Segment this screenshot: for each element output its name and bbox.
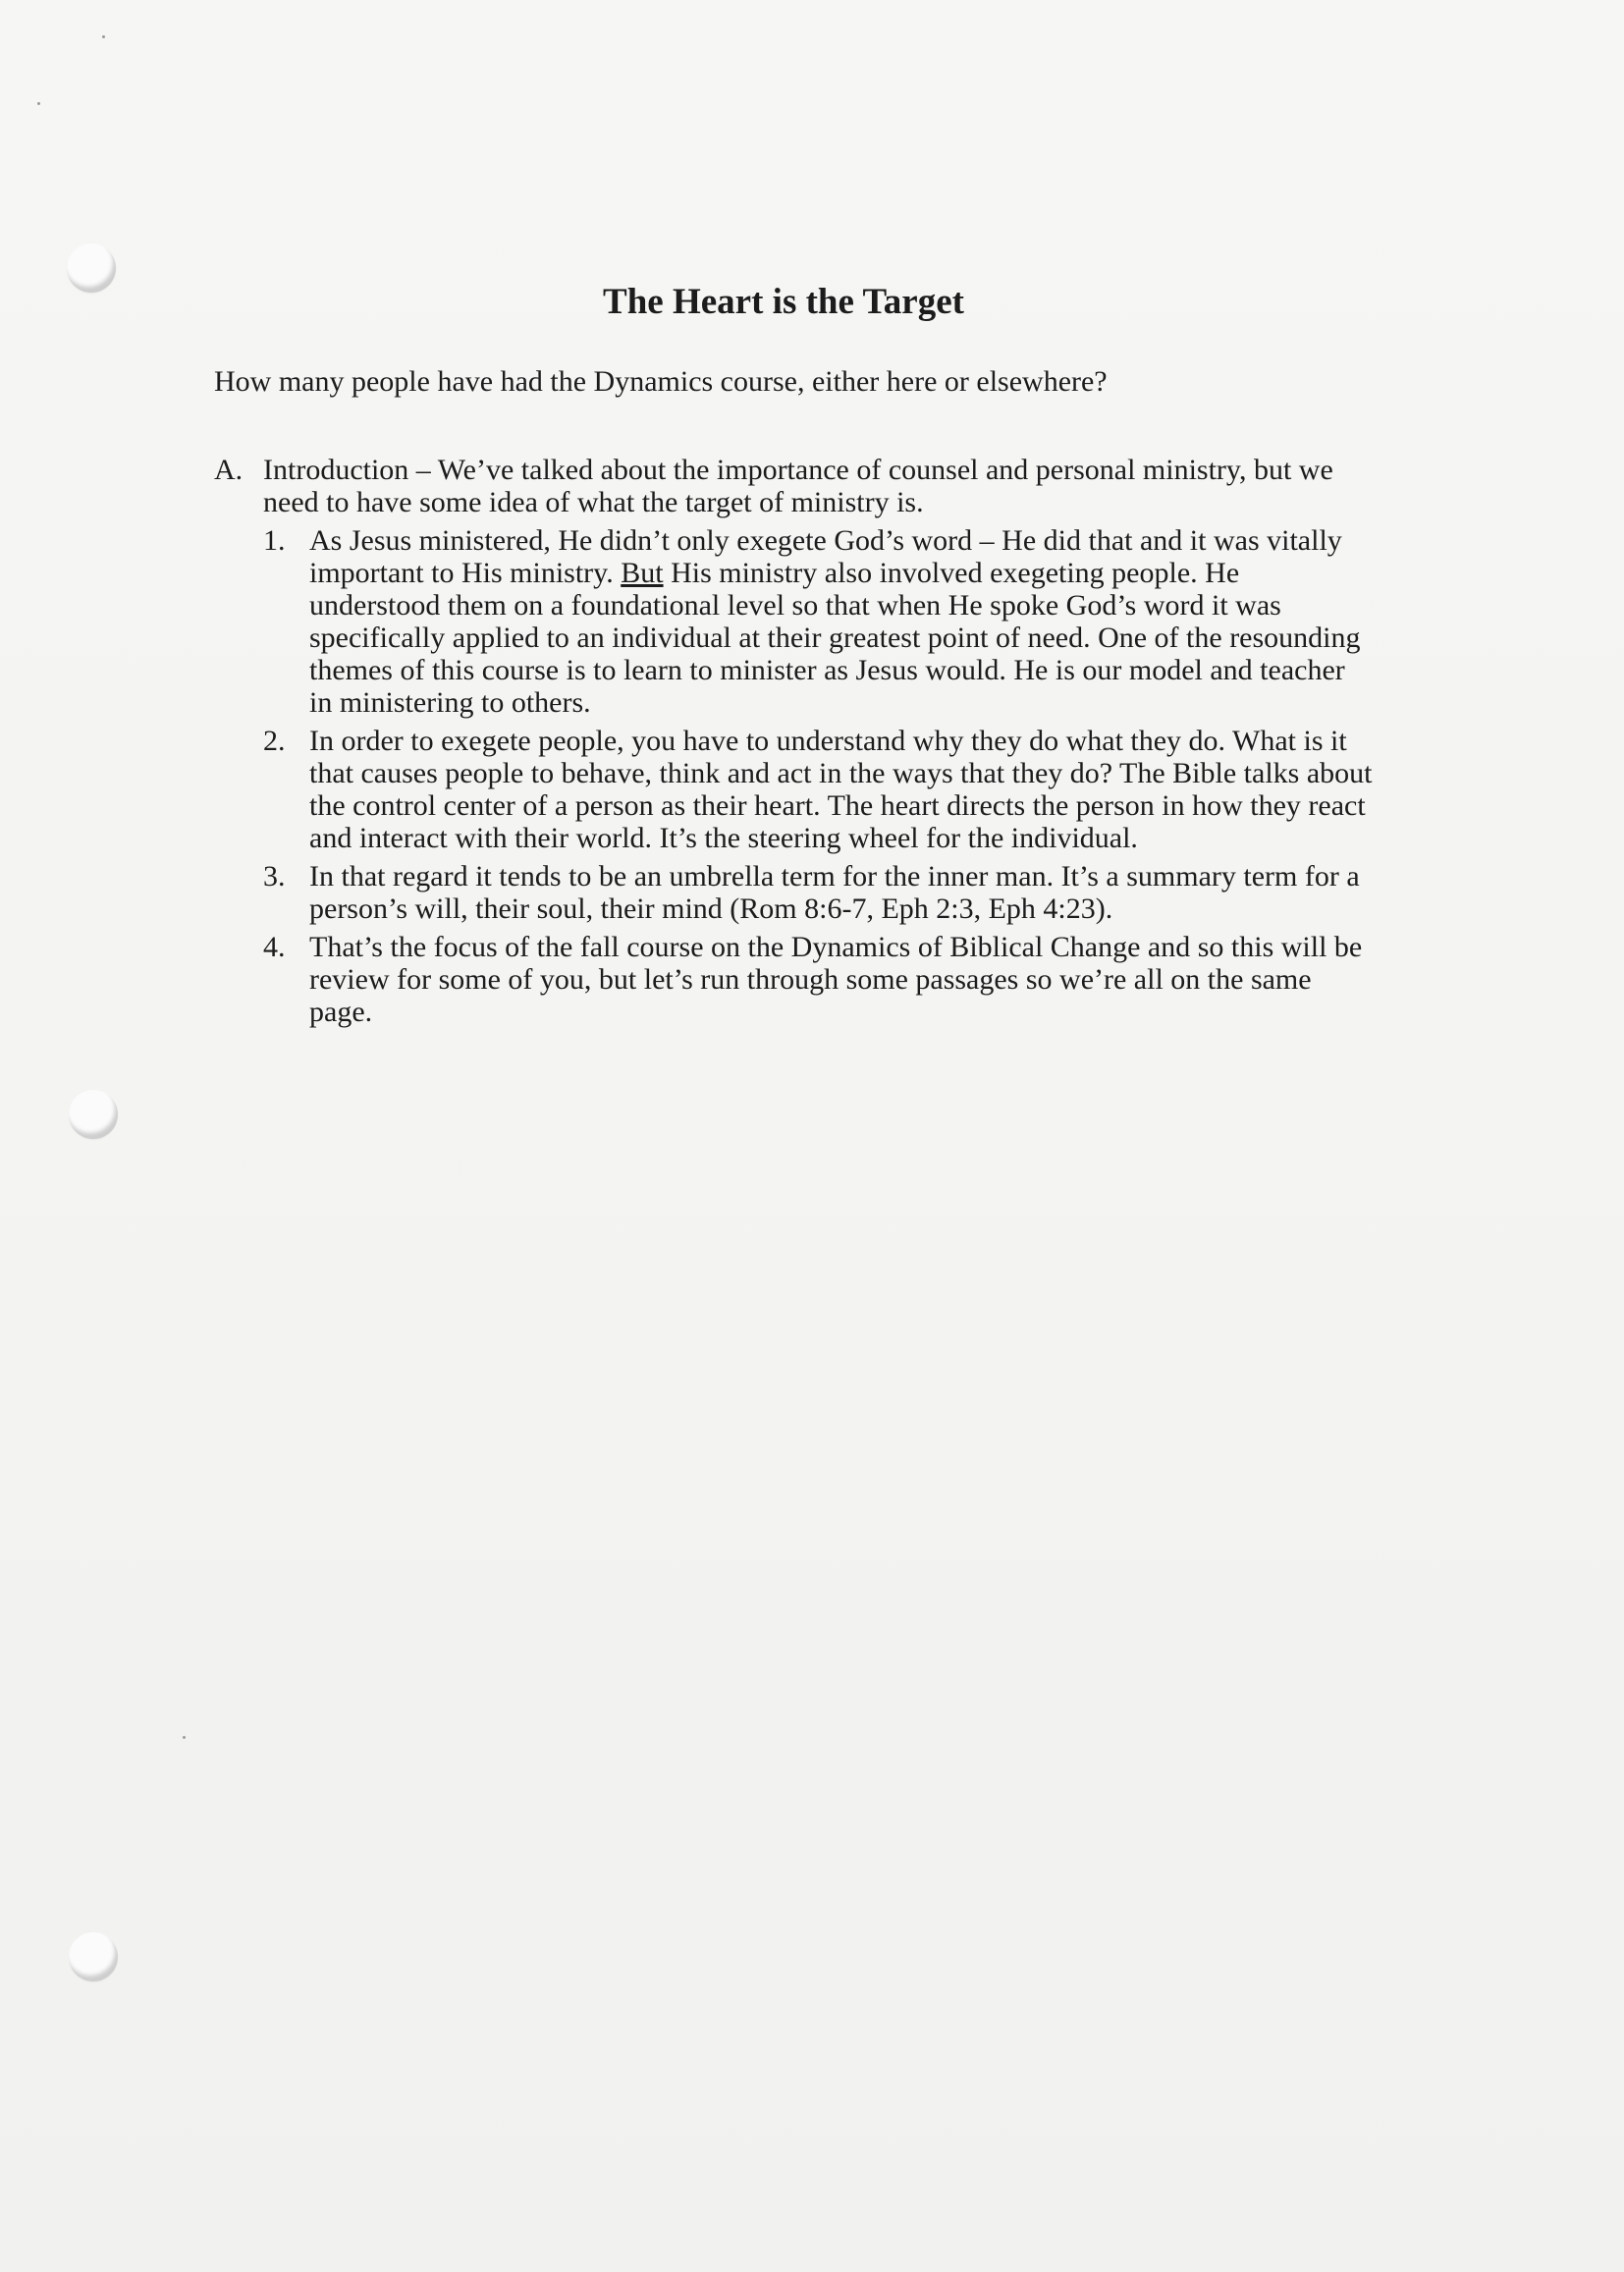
list-item-number: 4. [263, 931, 286, 963]
list-item-number: 2. [263, 725, 286, 757]
underlined-word: But [621, 557, 664, 589]
list-item-text-part: His ministry also involved exegeting people. He understood them on a foundational level so that when He spoke God’s word it was specifically applied to an individual at their greatest point of need. One of the resounding themes of this course is to learn to minister as Jesus would. He is our model and teacher in ministering to others. [309, 557, 1361, 719]
list-item [263, 524, 1373, 719]
punch-hole-bottom [69, 1932, 118, 1981]
list-item [263, 725, 1373, 854]
punch-hole-middle [69, 1090, 118, 1139]
list-item-text: In that regard it tends to be an umbrella term for the inner man. It’s a summary term for a person’s will, their soul, their mind (Rom 8:6-7, Eph 2:3, Eph 4:23). [309, 860, 1360, 925]
list-item-number: 1. [263, 524, 286, 557]
list-item-text: In order to exegete people, you have to understand why they do what they do. What is it that causes people to behave, think and act in the ways that they do? The Bible talks about the control center of a person as their heart. The heart directs the person in how they react and interact with their world. It’s the steering wheel for the individual. [309, 725, 1373, 854]
list-item [263, 931, 1373, 1028]
scan-speck [102, 35, 105, 38]
section-marker: A. [214, 454, 244, 486]
list-item-text: That’s the focus of the fall course on the Dynamics of Biblical Change and so this will be review for some of you, but let’s run through some passages so we’re all on the same page. [309, 931, 1363, 1028]
section-intro-text: Introduction – We’ve talked about the importance of counsel and personal ministry, but we need to have some idea of what the target of ministry is. [263, 454, 1333, 518]
section-a-heading [214, 454, 1373, 518]
scan-speck [37, 102, 40, 105]
section-a [214, 454, 1373, 1034]
numbered-list [214, 524, 1373, 1028]
list-item [263, 860, 1373, 925]
opening-question: How many people have had the Dynamics course, either here or elsewhere? [214, 365, 1108, 398]
list-item-number: 3. [263, 860, 286, 893]
list-item-text [309, 524, 1373, 719]
scan-speck [183, 1736, 186, 1739]
list-item-text-part: As Jesus ministered, He didn’t only exegete God’s word – He did that and it was vitally important to His ministry. [309, 524, 1342, 589]
document-title: The Heart is the Target [603, 282, 964, 322]
